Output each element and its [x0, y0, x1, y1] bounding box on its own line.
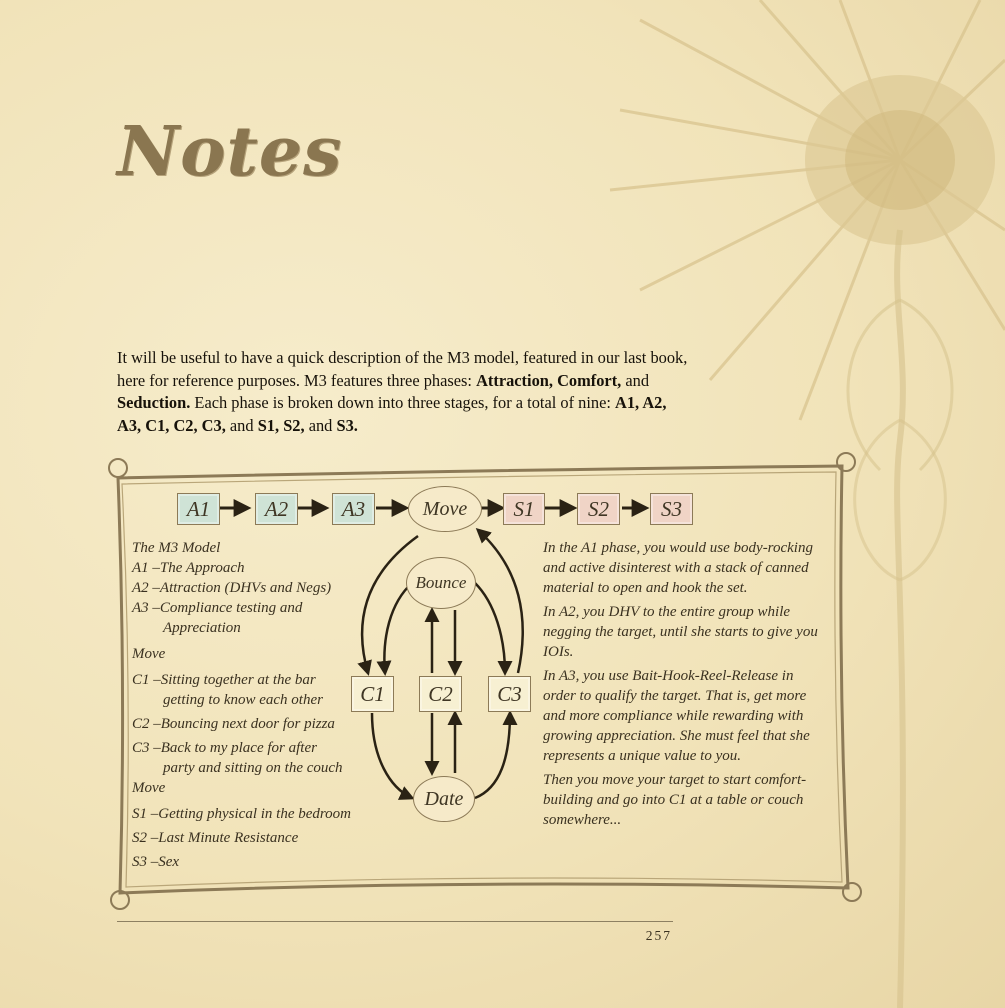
model-legend [132, 538, 372, 872]
legend-item: S2 –Last Minute Resistance [132, 830, 299, 846]
legend-item-continued: party and sitting on the couch [163, 760, 343, 776]
legend-item: S1 –Getting physical in the bedroom [132, 806, 351, 822]
stage-s3: S3 [650, 493, 693, 525]
legend-item: C1 –Sitting together at the bar [132, 672, 316, 688]
stage-c2: C2 [419, 676, 462, 712]
stage-s1: S1 [503, 493, 545, 525]
page-number: 257 [645, 928, 672, 943]
bounce-oval: Bounce [406, 557, 476, 609]
move-oval-top: Move [408, 486, 482, 532]
legend-item: A3 –Compliance testing and [132, 600, 303, 616]
footer-rule [117, 921, 673, 922]
legend-item: C2 –Bouncing next door for pizza [132, 716, 335, 732]
legend-item: Move [132, 780, 166, 796]
phase-explanation [543, 538, 818, 834]
explanation-paragraph: Then you move your target to start comfort-building and go into C1 at a table or couch somewhere... [543, 772, 807, 828]
intro-paragraph: It will be useful to have a quick description of the M3 model, featured in our last book, here for reference purposes. M3 features three phases: Attraction, Comfort, and Seduction. Each phase is broken down into three stages, for a total of nine: A1, A2, A3, C1, C2, C3, and S1, S2, and S3. [117, 348, 688, 435]
stage-c1: C1 [351, 676, 394, 712]
stage-a2: A2 [255, 493, 298, 525]
stage-c3: C3 [488, 676, 531, 712]
legend-item: A1 –The Approach [132, 560, 245, 576]
stage-a1: A1 [177, 493, 220, 525]
date-oval: Date [413, 776, 475, 822]
explanation-paragraph: In A2, you DHV to the entire group while negging the target, until she starts to give you IOIs. [543, 604, 818, 660]
legend-item: A2 –Attraction (DHVs and Negs) [132, 580, 332, 596]
legend-item: C3 –Back to my place for after [132, 740, 317, 756]
stage-s2: S2 [577, 493, 620, 525]
stage-a3: A3 [332, 493, 375, 525]
legend-item: S3 –Sex [132, 854, 180, 870]
legend-heading: The M3 Model [132, 540, 221, 556]
explanation-paragraph: In the A1 phase, you would use body-rocking and active disinterest with a stack of canned material to open and hook the set. [543, 540, 813, 596]
legend-item: Move [132, 646, 166, 662]
page-title: Notes [117, 112, 343, 192]
explanation-paragraph: In A3, you use Bait-Hook-Reel-Release in order to qualify the target. That is, get more and more compliance while rewarding with growing appreciation. She must feel that she represents a unique value to you. [543, 668, 810, 764]
legend-item-continued: Appreciation [163, 620, 241, 636]
legend-item-continued: getting to know each other [163, 692, 323, 708]
